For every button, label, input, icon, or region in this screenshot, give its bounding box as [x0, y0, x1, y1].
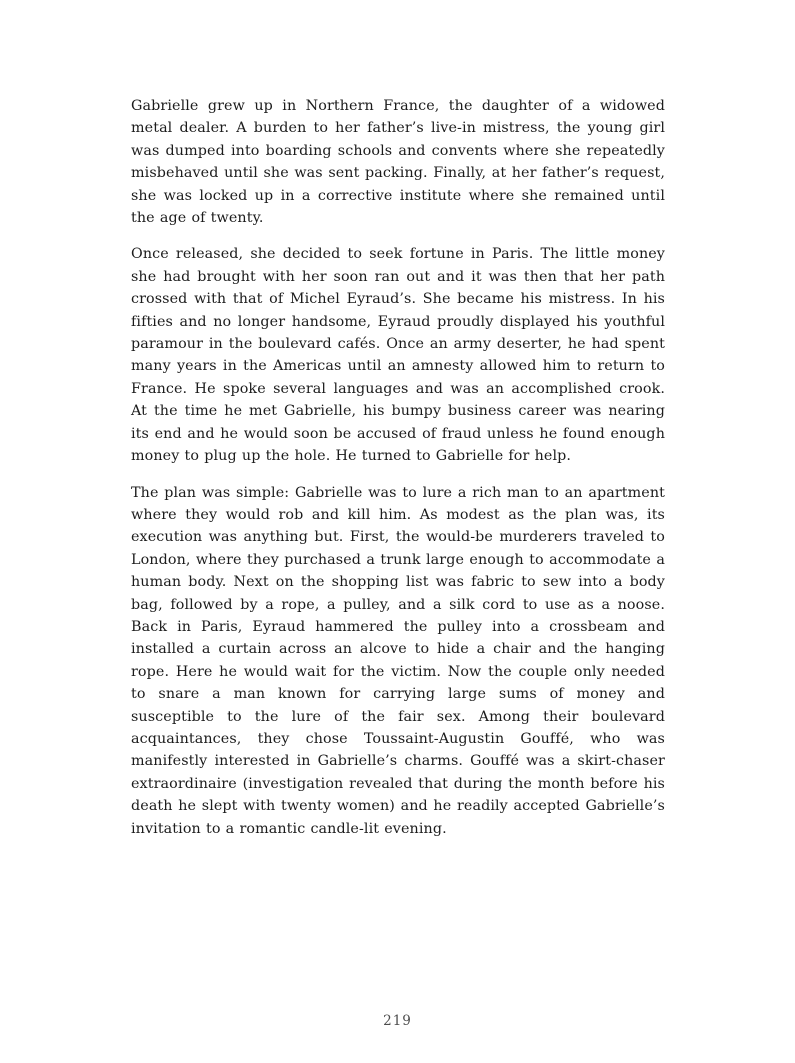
page-number: 219: [383, 1013, 412, 1029]
paragraph-2: Once released, she decided to seek fortune in Paris. The little money she had brought with her soon ran out and it was then that her path crossed with that of Michel Eyraud’s. She became his mistress. In his fifties and no longer handsome, Eyraud proudly displayed his youthful paramour in the boulevard cafés. Once an army deserter, he had spent many years in the Americas until an amnesty allowed him to return to France. He spoke several languages and was an accomplished crook. At the time he met Gabrielle, his bumpy business career was nearing its end and he would soon be accused of fraud unless he found enough money to plug up the hole. He turned to Gabrielle for help.: [131, 246, 665, 465]
page-footer: [0, 1010, 795, 1029]
paragraph-3: The plan was simple: Gabrielle was to lure a rich man to an apartment where they would rob and kill him. As modest as the plan was, its execution was anything but. First, the would-be murderers traveled to London, where they purchased a trunk large enough to accommodate a human body. Next on the shopping list was fabric to sew into a body bag, followed by a rope, a pulley, and a silk cord to use as a noose. Back in Paris, Eyraud hammered the pulley into a crossbeam and installed a curtain across an alcove to hide a chair and the hanging rope. Here he would wait for the victim. Now the couple only needed to snare a man known for carrying large sums of money and susceptible to the lure of the fair sex. Among their boulevard acquaintances, they chose Toussaint-Augustin Gouffé, who was manifestly interested in Gabrielle’s charms. Gouffé was a skirt-chaser extraordinaire (investigation revealed that during the month before his death he slept with twenty women) and he readily accepted Gabrielle’s invitation to a romantic candle-lit evening.: [131, 484, 665, 837]
book-page-text-block: [131, 95, 665, 840]
paragraph-1: Gabrielle grew up in Northern France, the daughter of a widowed metal dealer. A burden to her father’s live-in mistress, the young girl was dumped into boarding schools and convents where she repeatedly misbehaved until she was sent packing. Finally, at her father’s request, she was locked up in a corrective institute where she remained until the age of twenty.: [131, 98, 665, 227]
